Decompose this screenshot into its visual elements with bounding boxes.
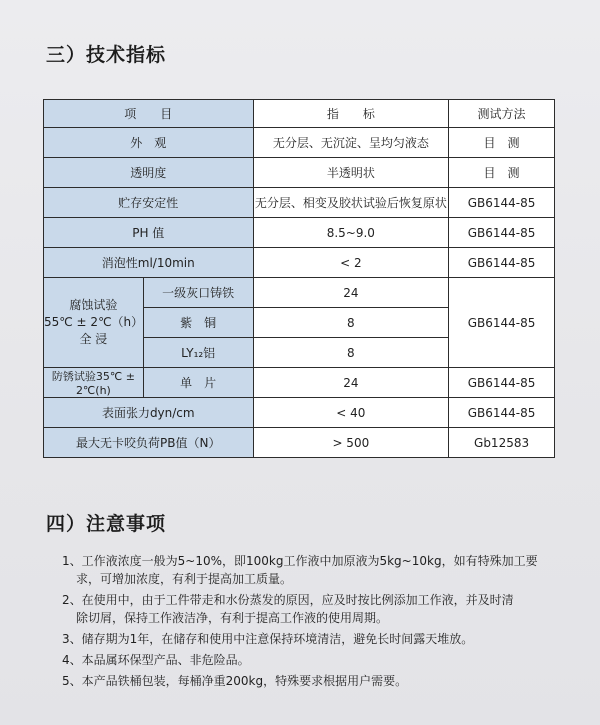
table-row xyxy=(44,188,555,218)
corrosion-sub-item: LY₁₂铝 xyxy=(143,338,253,368)
corrosion-test-item xyxy=(44,278,144,368)
row-item: 最大无卡咬负荷PB值（N） xyxy=(44,428,254,458)
table-row xyxy=(44,248,555,278)
row-index: 24 xyxy=(253,368,449,398)
row-method: GB6144-85 xyxy=(449,218,555,248)
row-method: 目 测 xyxy=(449,158,555,188)
row-item: 外 观 xyxy=(44,128,254,158)
row-item: 表面张力dyn/cm xyxy=(44,398,254,428)
row-index: 无分层、相变及胶状试验后恢复原状 xyxy=(253,188,449,218)
row-item: 透明度 xyxy=(44,158,254,188)
table-row xyxy=(44,368,555,398)
table-header-row xyxy=(44,100,555,128)
note-number: 1、 xyxy=(62,554,82,568)
table-row xyxy=(44,218,555,248)
table-row xyxy=(44,128,555,158)
note-text: 储存期为1年，在储存和使用中注意保持环境清洁，避免长时间露天堆放。 xyxy=(81,632,474,646)
note-text: 在使用中，由于工件带走和水份蒸发的原因，应及时按比例添加工作液，并及时清 xyxy=(81,593,514,607)
row-method: GB6144-85 xyxy=(449,398,555,428)
row-method: GB6144-85 xyxy=(449,188,555,218)
row-index: > 500 xyxy=(253,428,449,458)
row-method: GB6144-85 xyxy=(449,248,555,278)
row-index: < 2 xyxy=(253,248,449,278)
note-text-continued: 求，可增加浓度，有利于提高加工质量。 xyxy=(76,572,293,586)
corrosion-sub-item: 一级灰口铸铁 xyxy=(143,278,253,308)
table-row xyxy=(44,278,555,308)
corrosion-method: GB6144-85 xyxy=(449,278,555,368)
rust-test-item: 防锈试验35℃ ± 2℃(h) xyxy=(44,368,144,398)
rust-sub-item: 单 片 xyxy=(143,368,253,398)
row-index: 8.5~9.0 xyxy=(253,218,449,248)
list-item xyxy=(62,630,562,648)
table-row xyxy=(44,398,555,428)
corrosion-line2: 55℃ ± 2℃（h） xyxy=(44,315,144,329)
row-method: Gb12583 xyxy=(449,428,555,458)
list-item xyxy=(62,591,562,627)
list-item xyxy=(62,651,562,669)
corrosion-line3: 全 浸 xyxy=(79,332,108,346)
row-item: 贮存安定性 xyxy=(44,188,254,218)
section-title-technical-specs: 三）技术指标 xyxy=(46,44,167,66)
precautions-list xyxy=(62,552,562,693)
note-number: 3、 xyxy=(62,632,82,646)
header-index: 指 标 xyxy=(253,100,449,128)
row-index: < 40 xyxy=(253,398,449,428)
corrosion-line1: 腐蚀试验 xyxy=(69,298,118,312)
note-text: 工作液浓度一般为5~10%，即100kg工作液中加原液为5kg~10kg，如有特殊加工要 xyxy=(81,554,538,568)
list-item xyxy=(62,552,562,588)
row-method: 目 测 xyxy=(449,128,555,158)
note-number: 2、 xyxy=(62,593,82,607)
row-item: 消泡性ml/10min xyxy=(44,248,254,278)
row-index: 8 xyxy=(253,308,449,338)
spec-table xyxy=(43,99,555,458)
row-method: GB6144-85 xyxy=(449,368,555,398)
row-item: PH 值 xyxy=(44,218,254,248)
row-index: 半透明状 xyxy=(253,158,449,188)
row-index: 8 xyxy=(253,338,449,368)
table-row xyxy=(44,428,555,458)
note-number: 4、 xyxy=(62,653,82,667)
section-title-precautions: 四）注意事项 xyxy=(46,513,167,535)
note-text: 本品属环保型产品、非危险品。 xyxy=(81,653,250,667)
row-index: 24 xyxy=(253,278,449,308)
header-method: 测试方法 xyxy=(449,100,555,128)
note-number: 5、 xyxy=(62,674,82,688)
row-index: 无分层、无沉淀、呈均匀液态 xyxy=(253,128,449,158)
list-item xyxy=(62,672,562,690)
note-text-continued: 除切屑，保持工作液洁净，有利于提高工作液的使用周期。 xyxy=(76,611,389,625)
note-text: 本产品铁桶包装，每桶净重200kg，特殊要求根据用户需要。 xyxy=(81,674,408,688)
header-item: 项 目 xyxy=(44,100,254,128)
table-row xyxy=(44,158,555,188)
corrosion-sub-item: 紫 铜 xyxy=(143,308,253,338)
